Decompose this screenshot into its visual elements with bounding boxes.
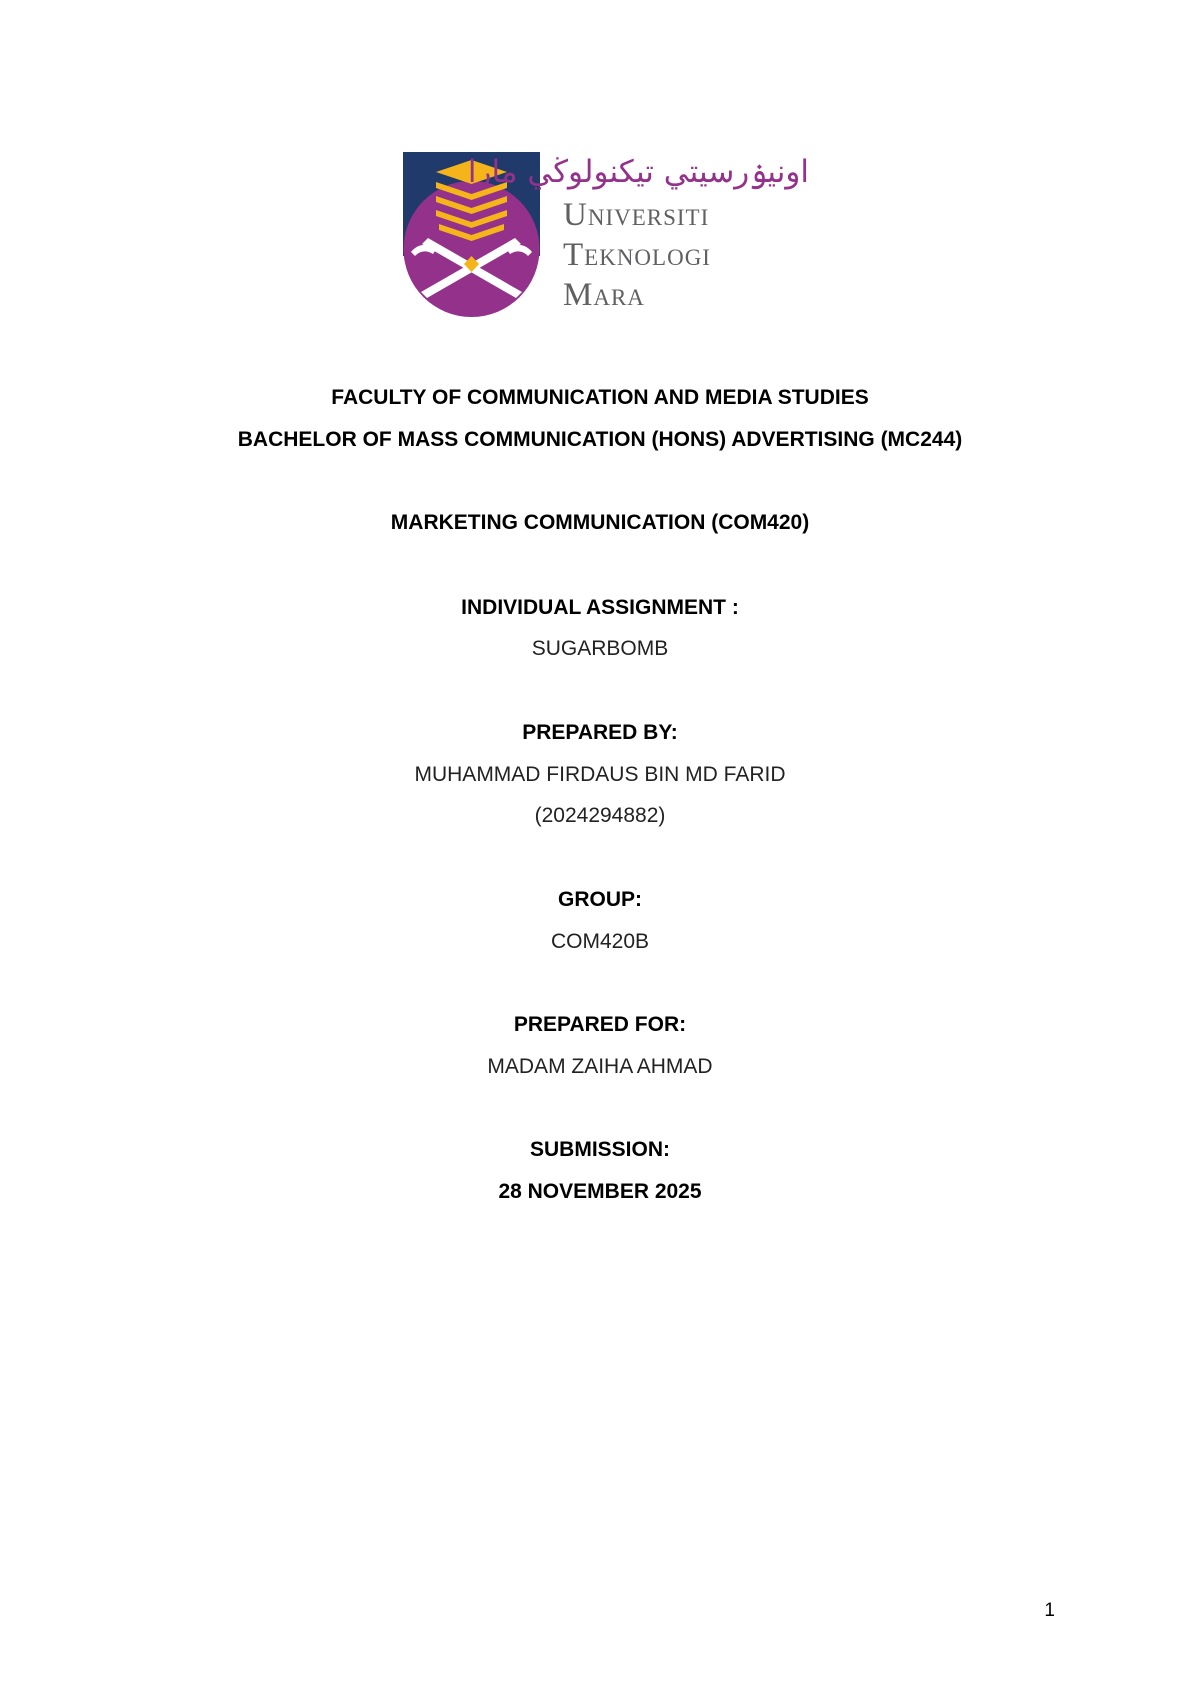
course-heading: MARKETING COMMUNICATION (COM420) (390, 511, 810, 534)
logo-word-mara: Mara (563, 277, 645, 313)
submission-label: SUBMISSION: (529, 1138, 670, 1161)
logo-word-universiti: Universiti (563, 197, 710, 233)
prepared-for-value: MADAM ZAIHA AHMAD (487, 1055, 713, 1078)
assignment-value: SUGARBOMB (531, 637, 669, 660)
logo-arabic-text: اونيۏرسيتي تيكنولوڬي مارا (467, 154, 809, 190)
logo-word-teknologi: Teknologi (563, 237, 711, 273)
prepared-for-label: PREPARED FOR: (513, 1013, 687, 1036)
assignment-label: INDIVIDUAL ASSIGNMENT : (461, 596, 739, 619)
submission-date: 28 NOVEMBER 2025 (498, 1180, 702, 1203)
programme-heading: BACHELOR OF MASS COMMUNICATION (HONS) ADVERTISING (MC244) (237, 428, 963, 451)
group-label: GROUP: (558, 888, 642, 911)
university-logo (403, 152, 813, 320)
faculty-heading: FACULTY OF COMMUNICATION AND MEDIA STUDIES (331, 386, 869, 409)
page-number: 1 (1044, 1600, 1055, 1621)
prepared-by-label: PREPARED BY: (522, 721, 678, 744)
group-value: COM420B (550, 930, 650, 953)
student-id: (2024294882) (534, 804, 666, 827)
prepared-by-name: MUHAMMAD FIRDAUS BIN MD FARID (414, 763, 786, 786)
